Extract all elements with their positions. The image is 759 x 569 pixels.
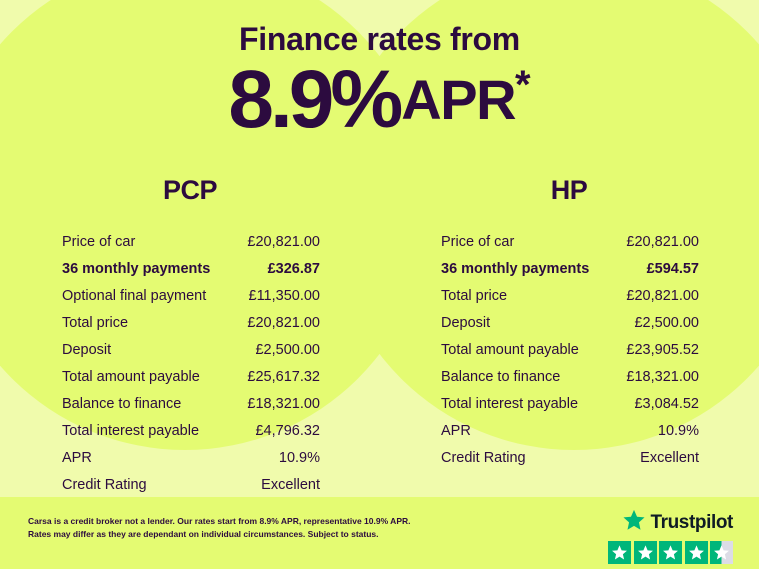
table-row xyxy=(30,363,350,390)
row-value: 10.9% xyxy=(657,422,699,439)
hp-column xyxy=(409,175,729,498)
row-label: Total amount payable xyxy=(62,368,200,385)
table-row xyxy=(30,471,350,498)
row-value: Excellent xyxy=(640,449,699,466)
table-row xyxy=(409,417,729,444)
row-value: £2,500.00 xyxy=(634,314,699,331)
row-value: £4,796.32 xyxy=(255,422,320,439)
row-value: £20,821.00 xyxy=(626,233,699,250)
disclaimer-line-2: Rates may differ as they are dependant on individual circumstances. Subject to status. xyxy=(28,528,379,539)
row-value: £2,500.00 xyxy=(255,341,320,358)
table-row xyxy=(30,309,350,336)
table-row xyxy=(409,444,729,471)
row-value: £23,905.52 xyxy=(626,341,699,358)
table-row xyxy=(30,417,350,444)
row-label: Total price xyxy=(441,287,508,304)
row-label: Total amount payable xyxy=(441,341,579,358)
row-label: APR xyxy=(62,449,92,466)
rate-unit: APR xyxy=(401,68,516,132)
star-icon xyxy=(685,541,708,564)
row-label: Total price xyxy=(62,314,129,331)
row-value: £25,617.32 xyxy=(247,368,320,385)
row-label: Deposit xyxy=(62,341,112,358)
star-icon xyxy=(634,541,657,564)
table-row xyxy=(30,444,350,471)
table-row xyxy=(30,390,350,417)
pcp-column xyxy=(30,175,350,498)
table-row xyxy=(409,363,729,390)
half-star-icon xyxy=(710,541,733,564)
row-label: Total interest payable xyxy=(441,395,579,412)
table-row xyxy=(409,282,729,309)
table-row xyxy=(30,255,350,282)
trustpilot-stars xyxy=(603,541,733,564)
rate-value: 8.9% xyxy=(228,54,400,146)
row-value: £326.87 xyxy=(267,260,320,277)
row-value: £18,321.00 xyxy=(626,368,699,385)
row-value: £3,084.52 xyxy=(634,395,699,412)
row-label: 36 monthly payments xyxy=(62,260,211,277)
finance-tables xyxy=(0,175,759,498)
disclaimer-text xyxy=(28,515,458,541)
row-value: £594.57 xyxy=(646,260,699,277)
row-label: Price of car xyxy=(441,233,515,250)
trustpilot-rating xyxy=(603,509,733,564)
star-icon xyxy=(659,541,682,564)
row-value: £20,821.00 xyxy=(247,233,320,250)
row-label: Balance to finance xyxy=(441,368,561,385)
disclaimer-line-1: Carsa is a credit broker not a lender. Our rates start from 8.9% APR, representative 10.9% APR. xyxy=(28,516,411,526)
page-title: Finance rates from xyxy=(239,21,520,57)
row-label: Optional final payment xyxy=(62,287,207,304)
row-value: 10.9% xyxy=(278,449,320,466)
table-row xyxy=(409,390,729,417)
row-label: Deposit xyxy=(441,314,491,331)
pcp-title: PCP xyxy=(162,175,218,206)
row-value: £11,350.00 xyxy=(248,287,320,304)
trustpilot-label: Trustpilot xyxy=(650,511,733,533)
table-row xyxy=(30,282,350,309)
row-value: £20,821.00 xyxy=(626,287,699,304)
row-value: £18,321.00 xyxy=(247,395,320,412)
row-label: Price of car xyxy=(62,233,136,250)
row-label: Total interest payable xyxy=(62,422,200,439)
rate-display xyxy=(0,54,759,146)
rate-asterisk: * xyxy=(515,63,531,108)
table-row xyxy=(409,309,729,336)
table-row xyxy=(409,336,729,363)
row-label: Balance to finance xyxy=(62,395,182,412)
row-value: £20,821.00 xyxy=(247,314,320,331)
row-label: APR xyxy=(441,422,471,439)
table-row xyxy=(409,228,729,255)
trustpilot-star-icon xyxy=(623,509,645,536)
row-label: Credit Rating xyxy=(62,476,147,493)
footer-bar xyxy=(0,497,759,569)
table-row xyxy=(30,228,350,255)
hp-title: HP xyxy=(550,175,588,206)
star-icon xyxy=(608,541,631,564)
row-label: 36 monthly payments xyxy=(441,260,590,277)
row-value: Excellent xyxy=(261,476,320,493)
row-label: Credit Rating xyxy=(441,449,526,466)
table-row xyxy=(409,255,729,282)
table-row xyxy=(30,336,350,363)
